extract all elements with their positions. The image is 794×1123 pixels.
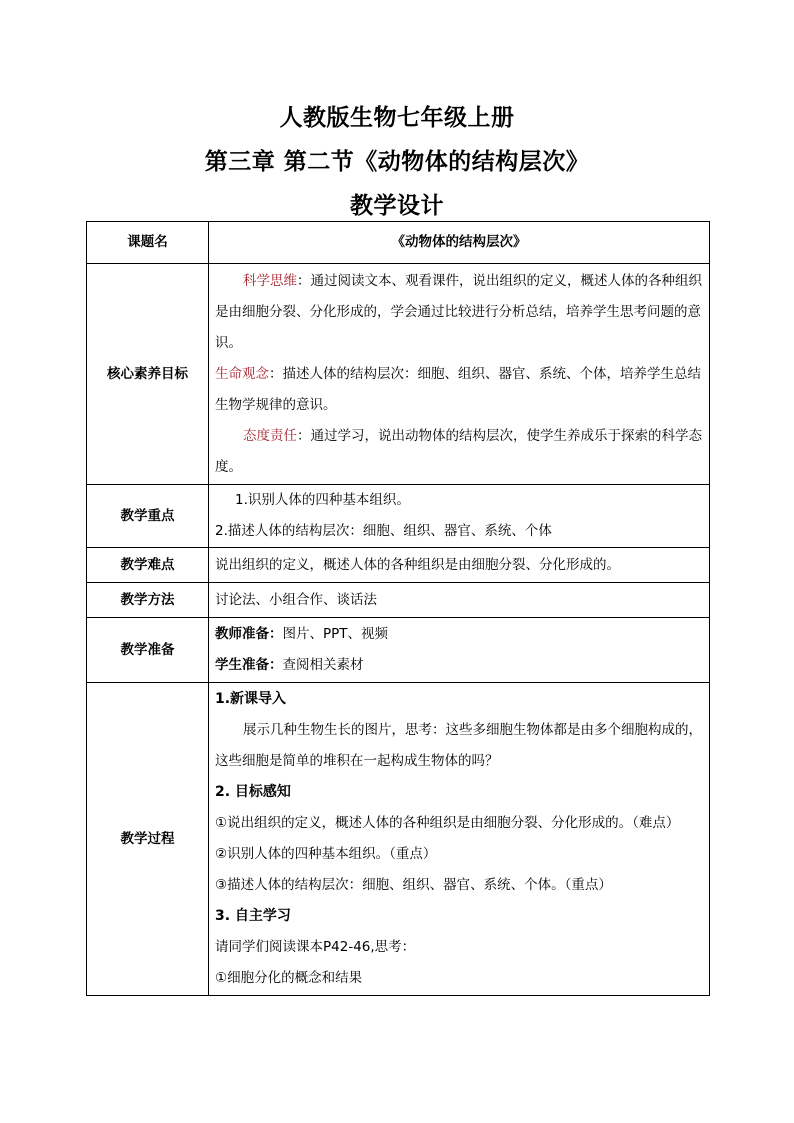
teacher-preparation [215,619,703,650]
table-row-topic [87,222,710,264]
method-value: 讨论法、小组合作、谈话法 [209,583,710,618]
process-self-study-text: 请同学们阅读课本P42-46,思考： [215,939,416,955]
key-point-item: 1.识别人体的四种基本组织。 [235,492,410,508]
goal-item-attitude [215,421,703,483]
process-section-title-goals: 2. 目标感知 [215,784,291,800]
method-label: 教学方法 [87,583,209,618]
process-section-title-intro: 1.新课导入 [215,691,287,707]
goal-text: ：通过学习，说出动物体的结构层次，使学生养成乐于探索的科学态度。 [215,427,702,475]
teacher-preparation-label: 教师准备： [215,626,283,642]
goal-key: 态度责任 [243,427,297,444]
topic-value: 《动物体的结构层次》 [209,222,710,264]
process-goal-item: ③描述人体的结构层次：细胞、组织、器官、系统、个体。（重点） [215,877,612,893]
goal-item-scientific-thinking [215,266,703,359]
process-content [209,683,710,996]
document-title-design: 教学设计 [350,193,444,219]
preparation-label: 教学准备 [87,618,209,683]
goals-label: 核心素养目标 [87,264,209,485]
teacher-preparation-value: 图片、PPT、视频 [282,626,389,642]
process-label: 教学过程 [87,683,209,996]
document-title-chapter: 第三章 第二节《动物体的结构层次》 [204,149,590,175]
table-row-process [87,683,710,996]
student-preparation-value: 查阅相关素材 [282,657,364,673]
topic-label: 课题名 [87,222,209,264]
table-row-goals [87,264,710,485]
goal-key: 生命观念 [215,365,269,382]
key-points-content [209,485,710,548]
table-row-key-points [87,485,710,548]
process-goal-item: ①说出组织的定义，概述人体的各种组织是由细胞分裂、分化形成的。（难点） [215,815,680,831]
goal-key: 科学思维 [243,272,297,289]
difficulty-label: 教学难点 [87,548,209,583]
lesson-plan-table [86,221,710,996]
key-point-item: 2.描述人体的结构层次：细胞、组织、器官、系统、个体 [215,523,552,539]
process-goal-item: ②识别人体的四种基本组织。（重点） [215,846,437,862]
table-row-method [87,583,710,618]
difficulty-value: 说出组织的定义，概述人体的各种组织是由细胞分裂、分化形成的。 [209,548,710,583]
process-self-study-item: ①细胞分化的概念和结果 [215,970,363,986]
goal-text: ：描述人体的结构层次：细胞、组织、器官、系统、个体，培养学生总结生物学规律的意识。 [215,365,701,413]
student-preparation-label: 学生准备： [215,657,283,673]
process-section-title-self-study: 3. 自主学习 [215,908,291,924]
goals-content [209,264,710,485]
key-points-label: 教学重点 [87,485,209,548]
preparation-content [209,618,710,683]
goal-item-life-concept [215,359,703,421]
process-intro-text: 展示几种生物生长的图片，思考：这些多细胞生物体都是由多个细胞构成的，这些细胞是简单的堆积在一起构成生物体的吗？ [215,722,702,769]
table-row-preparation [87,618,710,683]
student-preparation [215,650,703,681]
document-title-textbook: 人教版生物七年级上册 [279,105,515,131]
document-title-block [0,96,794,228]
table-row-difficulty [87,548,710,583]
goal-text: ：通过阅读文本、观看课件，说出组织的定义，概述人体的各种组织是由细胞分裂、分化形成的，学会通过比较进行分析总结，培养学生思考问题的意识。 [215,272,702,351]
